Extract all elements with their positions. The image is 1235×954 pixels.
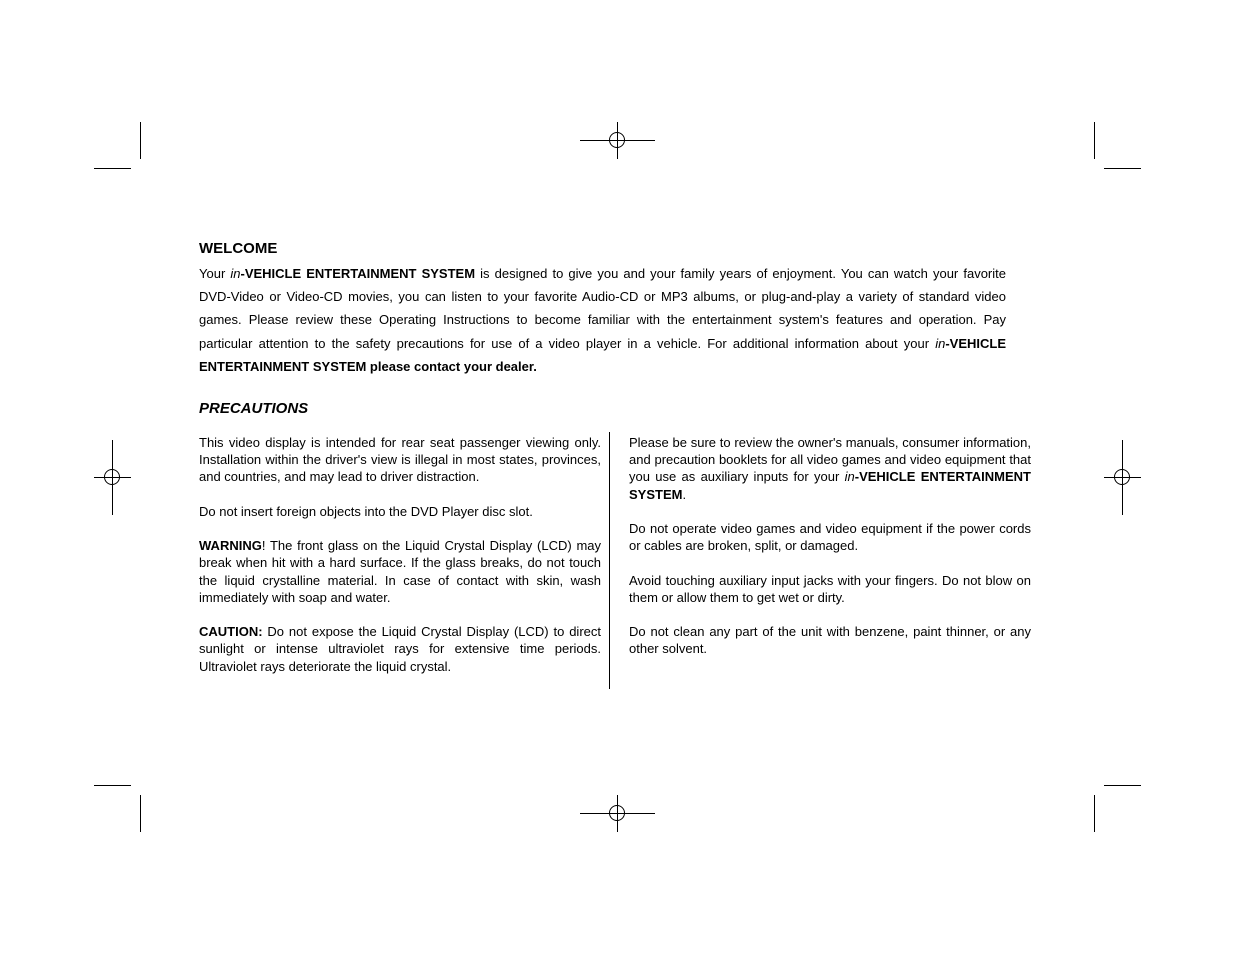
brand-name: -VEHICLE ENTERTAINMENT SYSTEM [240,266,476,281]
caution-label: CAUTION: [199,624,263,640]
cords-paragraph: Do not operate video games and video equipment if the power cords or cables are broken, split, or damaged. [629,521,1031,554]
rear-seat-paragraph: This video display is intended for rear seat passenger viewing only. Installation within the driver's view is illegal in most states, provinces, and countries, and may lead to driver distraction. [199,435,601,485]
precautions-left-column [199,434,601,692]
column-divider [609,432,610,689]
crop-mark-top-right-vertical [1094,122,1095,159]
precautions-heading: PRECAUTIONS [199,400,309,417]
brand-prefix: in [230,266,241,281]
caution-paragraph: CAUTION: Do not expose the Liquid Crystal Display (LCD) to direct sunlight or intense ultraviolet rays for extensive time periods. Ultraviolet rays deteriorate the liquid crystal. [199,624,601,674]
warning-paragraph: WARNING! The front glass on the Liquid Crystal Display (LCD) may break when hit with a hard surface. If the glass breaks, do not touch the liquid crystalline material. In case of contact with skin, wash immediately with soap and water. [199,538,601,605]
welcome-paragraph: Your in-VEHICLE ENTERTAINMENT SYSTEM is designed to give you and your family years of enjoyment. You can watch your favorite DVD-Video or Video-CD movies, you can listen to your favorite Audio-CD or MP3 albums, or plug-and-play a variety of standard video games. Please review these Operating Instructions to become familiar with the entertainment system's features and operation. Pay particular attention to the safety precautions for use of a video player in a vehicle. For additional information about your in-VEHICLE ENTERTAINMENT SYSTEM please contact your dealer. [199,266,1006,374]
disc-slot-paragraph: Do not insert foreign objects into the DVD Player disc slot. [199,503,533,519]
manuals-paragraph: Please be sure to review the owner's manuals, consumer information, and precaution booklets for all video games and video equipment that you use as auxiliary inputs for your in-VEHICLE ENTERTAINMENT SYSTEM. [629,435,1031,502]
input-jacks-paragraph: Avoid touching auxiliary input jacks with your fingers. Do not blow on them or allow them to get wet or dirty. [629,572,1031,605]
cleaning-paragraph: Do not clean any part of the unit with benzene, paint thinner, or any other solvent. [629,624,1031,657]
precautions-right-column [629,434,1031,675]
brand-prefix: in [935,335,946,351]
crop-mark-bottom-right-horizontal [1104,785,1141,786]
crop-mark-top-right-horizontal [1104,168,1141,169]
crop-mark-top-left-vertical [140,122,141,159]
welcome-heading: WELCOME [199,240,278,257]
crop-mark-bottom-left-horizontal [94,785,131,786]
crop-mark-top-left-horizontal [94,168,131,169]
crop-mark-bottom-right-vertical [1094,795,1095,832]
warning-label: WARNING [199,538,262,554]
crop-mark-bottom-left-vertical [140,795,141,832]
